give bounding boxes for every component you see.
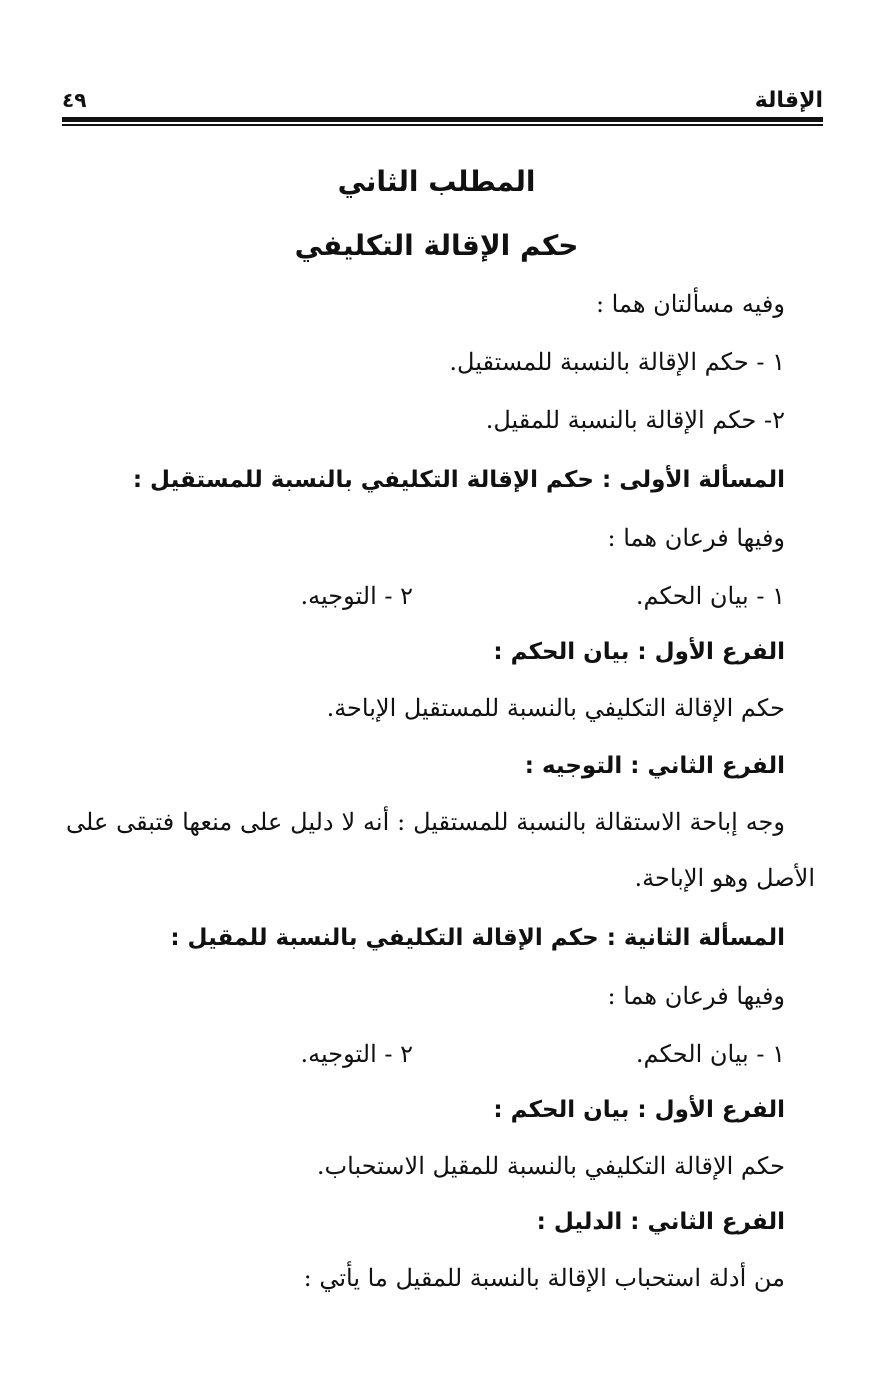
issue2-branch-item-1: ١ - بيان الحكم. xyxy=(635,1040,785,1068)
issue2-branch2-title: الفرع الثاني : الدليل : xyxy=(536,1209,785,1235)
subject-heading: حكم الإقالة التكليفي xyxy=(294,229,579,262)
section-heading: المطلب الثاني xyxy=(337,165,536,198)
intro-item-2: ٢- حكم الإقالة بالنسبة للمقيل. xyxy=(485,406,785,434)
issue2-branch-item-2: ٢ - التوجيه. xyxy=(300,1040,413,1068)
issue2-branch1-text: حكم الإقالة التكليفي بالنسبة للمقيل الاستحباب. xyxy=(316,1152,785,1180)
intro-item-1: ١ - حكم الإقالة بالنسبة للمستقيل. xyxy=(449,348,785,376)
page-number: ٤٩ xyxy=(62,88,87,112)
issue1-branch2-title: الفرع الثاني : التوجيه : xyxy=(524,753,785,779)
issue2-branch2-text: من أدلة استحباب الإقالة بالنسبة للمقيل ما يأتي : xyxy=(303,1264,785,1292)
issue2-title: المسألة الثانية : حكم الإقالة التكليفي بالنسبة للمقيل : xyxy=(170,925,785,951)
issue1-branches-intro: وفيها فرعان هما : xyxy=(607,524,785,552)
issue1-branch1-title: الفرع الأول : بيان الحكم : xyxy=(493,639,785,665)
issue1-branch-item-2: ٢ - التوجيه. xyxy=(300,582,413,610)
issue1-title: المسألة الأولى : حكم الإقالة التكليفي بالنسبة للمستقيل : xyxy=(132,467,785,493)
intro-text: وفيه مسألتان هما : xyxy=(595,290,785,318)
issue1-branch1-text: حكم الإقالة التكليفي بالنسبة للمستقيل الإباحة. xyxy=(326,694,785,722)
issue2-branches-intro: وفيها فرعان هما : xyxy=(607,982,785,1010)
issue1-branch2-line2: الأصل وهو الإباحة. xyxy=(634,864,815,892)
page-header xyxy=(62,84,823,116)
issue1-branch-item-1: ١ - بيان الحكم. xyxy=(635,582,785,610)
issue2-branch1-title: الفرع الأول : بيان الحكم : xyxy=(493,1097,785,1123)
running-title: الإقالة xyxy=(754,87,823,113)
header-rule xyxy=(62,117,823,126)
issue1-branch2-line1: وجه إباحة الاستقالة بالنسبة للمستقيل : أنه لا دليل على منعها فتبقى على xyxy=(66,808,785,836)
